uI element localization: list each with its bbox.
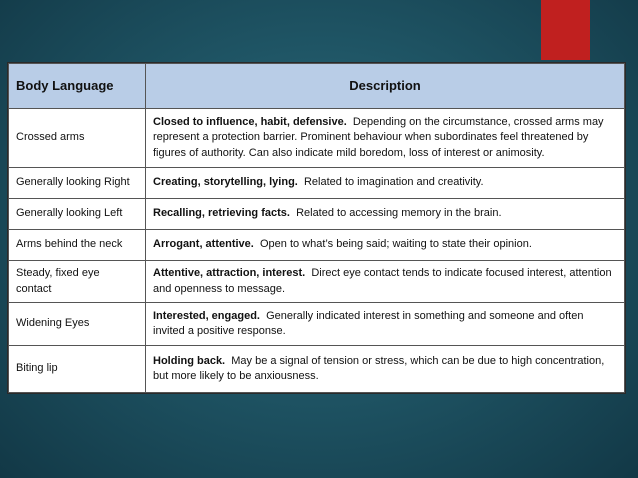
row-description: [146, 303, 625, 346]
row-description: [146, 346, 625, 393]
table-row: [9, 230, 625, 261]
row-description: [146, 199, 625, 230]
row-description-text: Open to what’s being said; waiting to state their opinion.: [259, 238, 532, 251]
header-body-language: Body Language: [9, 64, 146, 109]
row-description-bold: Holding back.: [153, 354, 226, 367]
table-header-row: [9, 64, 625, 109]
row-description-text: Generally indicated interest in something and someone and often invited a positive response.: [153, 309, 584, 337]
row-label: Biting lip: [9, 346, 146, 393]
row-description-bold: Arrogant, attentive.: [153, 238, 254, 251]
row-description: [146, 261, 625, 303]
row-description-text: Related to accessing memory in the brain.: [296, 207, 502, 220]
row-description-bold: Creating, storytelling, lying.: [153, 176, 298, 189]
row-label: Arms behind the neck: [9, 230, 146, 261]
row-label: Generally looking Right: [9, 168, 146, 199]
header-description: Description: [146, 64, 625, 109]
row-description: [146, 168, 625, 199]
row-label: Generally looking Left: [9, 199, 146, 230]
row-description-bold: Attentive, attraction, interest.: [153, 267, 306, 280]
table-row: [9, 199, 625, 230]
row-description-text: Depending on the circumstance, crossed arms may represent a protection barrier. Prominent behaviour when subordinates feel threatened by figures of authority. Can also indicate mild boredom, loss of interest or animosity.: [153, 116, 604, 159]
table-row: [9, 168, 625, 199]
row-description-bold: Recalling, retrieving facts.: [153, 207, 290, 220]
row-description-text: May be a signal of tension or stress, which can be due to high concentration, but more likely to be anxiousness.: [153, 354, 605, 382]
table-row: [9, 346, 625, 393]
row-description-text: Direct eye contact tends to indicate focused interest, attention and openness to message.: [153, 267, 612, 295]
table-row: [9, 303, 625, 346]
table: [8, 63, 625, 393]
row-description: [146, 109, 625, 168]
row-description-bold: Interested, engaged.: [153, 309, 260, 322]
row-label: Widening Eyes: [9, 303, 146, 346]
row-description-bold: Closed to influence, habit, defensive.: [153, 116, 347, 129]
row-label: Steady, fixed eye contact: [9, 261, 146, 303]
row-description-text: Related to imagination and creativity.: [303, 176, 484, 189]
table-row: [9, 109, 625, 168]
accent-bar: [541, 0, 590, 60]
row-description: [146, 230, 625, 261]
body-language-table: [7, 62, 626, 394]
row-label: Crossed arms: [9, 109, 146, 168]
table-row: [9, 261, 625, 303]
